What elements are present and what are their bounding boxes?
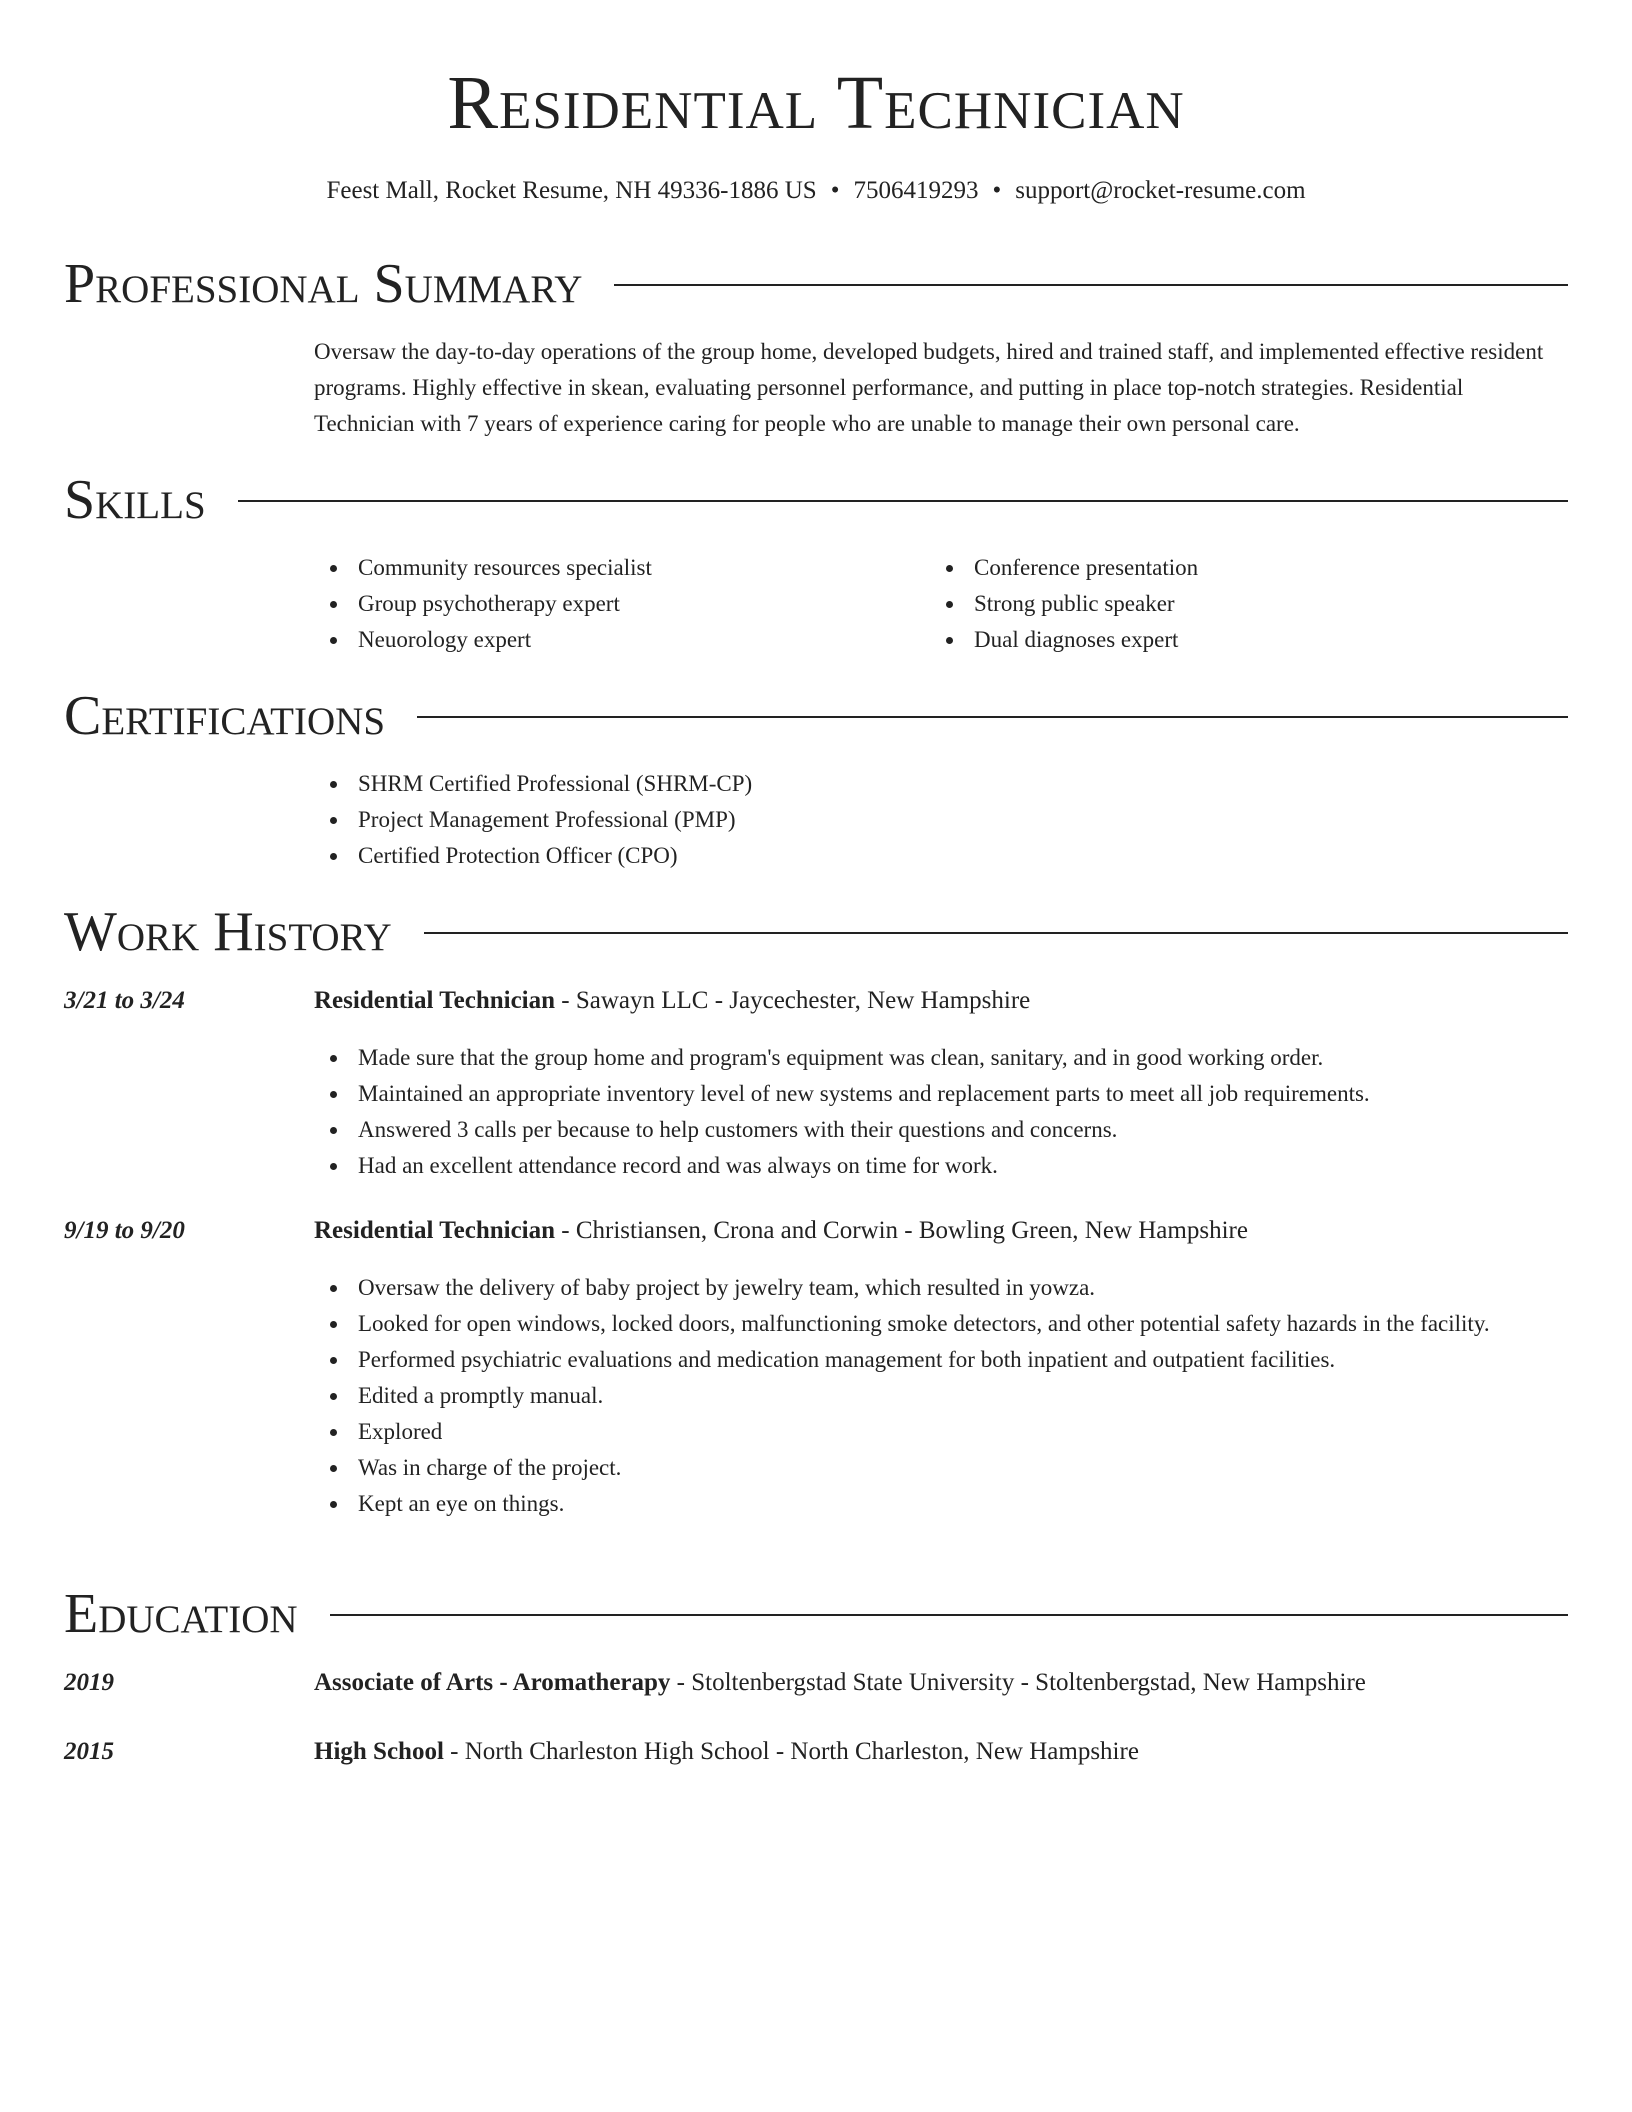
work-section-title: Work History [64,901,392,963]
job-heading [314,983,1568,1019]
work-section-header [64,900,1568,964]
job-bullet: Edited a promptly manual. [314,1378,1568,1414]
skills-left-list [314,550,930,658]
certification-item: Project Management Professional (PMP) [314,802,1568,838]
education-school: - Stoltenbergstad State University - Stoltenbergstad, New Hampshire [670,1669,1366,1696]
section-divider [330,1614,1568,1616]
job-bullet: Had an excellent attendance record and was always on time for work. [314,1148,1568,1184]
certification-item: Certified Protection Officer (CPO) [314,838,1568,874]
section-divider [614,284,1568,286]
education-degree: Associate of Arts - Aromatherapy [314,1669,671,1696]
contact-separator: • [992,177,1002,204]
contact-address: Feest Mall, Rocket Resume, NH 49336-1886 US [326,177,817,204]
skill-item: Group psychotherapy expert [314,586,930,622]
education-year: 2019 [64,1669,114,1696]
skills-section [314,550,1568,658]
job-bullets-container [314,1270,1568,1522]
summary-section-header [64,252,1568,316]
skill-item: Dual diagnoses expert [930,622,1546,658]
job-dates: 3/21 to 3/24 [64,987,185,1014]
summary-text: Oversaw the day-to-day operations of the group home, developed budgets, hired and trained staff, and implemented effective resident programs. Highly effective in skean, evaluating personnel performance, and putting in place top-notch strategies. Residential Technician with 7 years of experience caring for people who are unable to manage their own personal care. [314,339,1544,436]
skills-section-header [64,468,1568,532]
job-employer: - Sawayn LLC - Jaycechester, New Hampshire [555,987,1031,1014]
job-bullets-container [314,1040,1568,1184]
job-bullet: Was in charge of the project. [314,1450,1568,1486]
education-section-header [64,1582,1568,1646]
education-entry [314,1734,1568,1770]
job-bullet: Performed psychiatric evaluations and medication management for both inpatient and outpatient facilities. [314,1342,1568,1378]
education-school: - North Charleston High School - North Charleston, New Hampshire [443,1738,1139,1765]
summary-section [314,334,1568,442]
skills-right-list [930,550,1546,658]
summary-section-title: Professional Summary [64,253,583,315]
job-role: Residential Technician [314,987,556,1014]
certifications-section-title: Certifications [64,685,386,747]
job-employer: - Christiansen, Crona and Corwin - Bowling Green, New Hampshire [555,1217,1248,1244]
certification-item: SHRM Certified Professional (SHRM-CP) [314,766,1568,802]
skill-item: Neuorology expert [314,622,930,658]
skills-grid [314,550,1568,658]
contact-line [0,174,1632,208]
education-section-title: Education [64,1583,298,1645]
education-year: 2015 [64,1738,114,1765]
certifications-list [314,766,1568,874]
skill-item: Strong public speaker [930,586,1546,622]
skill-item: Conference presentation [930,550,1546,586]
job-role: Residential Technician [314,1217,556,1244]
contact-phone: 7506419293 [853,177,979,204]
job-bullet: Kept an eye on things. [314,1486,1568,1522]
job-bullet: Answered 3 calls per because to help customers with their questions and concerns. [314,1112,1568,1148]
contact-separator: • [830,177,840,204]
candidate-name: Residential Technician [447,61,1185,145]
job-dates: 9/19 to 9/20 [64,1217,185,1244]
skills-section-title: Skills [64,469,206,531]
job-bullet: Maintained an appropriate inventory level of new systems and replacement parts to meet all job requirements. [314,1076,1568,1112]
education-degree: High School [314,1738,444,1765]
contact-email: support@rocket-resume.com [1015,177,1306,204]
job-bullet: Oversaw the delivery of baby project by jewelry team, which resulted in yowza. [314,1270,1568,1306]
job-bullet: Explored [314,1414,1568,1450]
certifications-section-header [64,684,1568,748]
job-heading [314,1213,1568,1249]
education-entry [314,1665,1568,1701]
section-divider [238,500,1568,502]
job-bullet: Made sure that the group home and program's equipment was clean, sanitary, and in good working order. [314,1040,1568,1076]
job-bullets [314,1270,1568,1522]
job-bullet: Looked for open windows, locked doors, malfunctioning smoke detectors, and other potential safety hazards in the facility. [314,1306,1568,1342]
job-bullets [314,1040,1568,1184]
certifications-section [314,766,1568,874]
skill-item: Community resources specialist [314,550,930,586]
section-divider [417,716,1568,718]
section-divider [424,932,1568,934]
